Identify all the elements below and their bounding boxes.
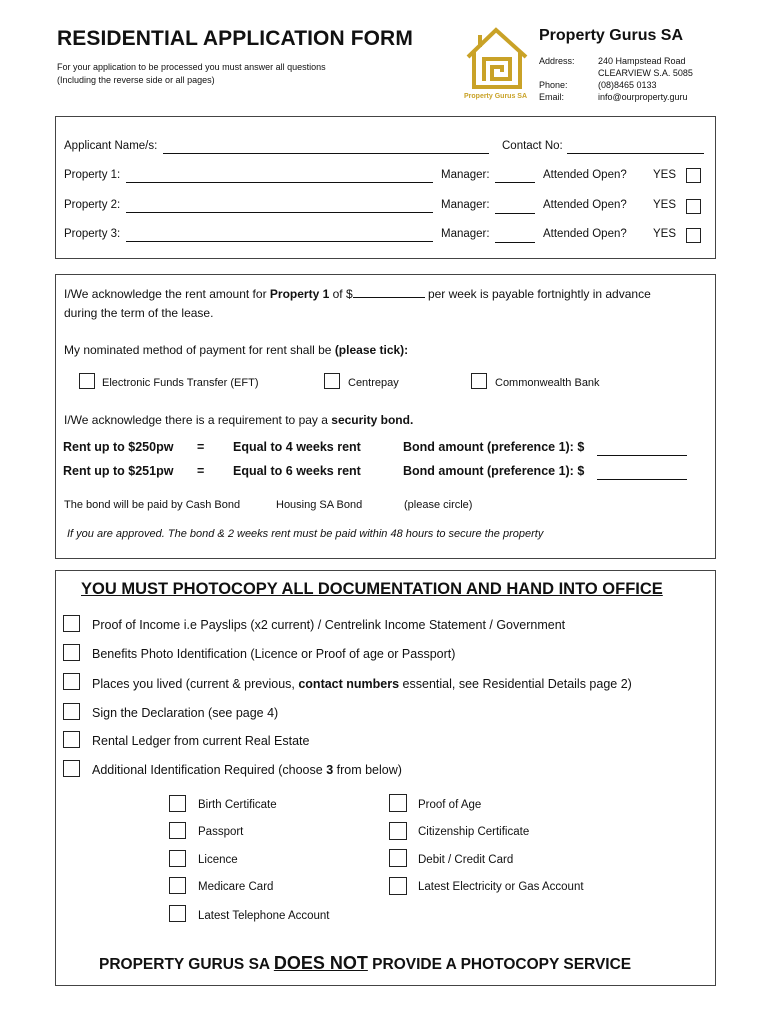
rent-ack-rest: per week is payable fortnightly in advance	[424, 287, 651, 301]
applicant-name-field[interactable]	[163, 153, 489, 154]
photocopy-notice-emphasis: DOES NOT	[273, 953, 368, 973]
doc-checkbox-additional-id[interactable]	[63, 760, 80, 777]
logo-text: Property Gurus SA	[464, 93, 528, 100]
rent-ack-of: of $	[329, 287, 353, 301]
id-checkbox-birth-certificate[interactable]	[169, 795, 186, 812]
rent-ack-property: Property 1	[269, 287, 330, 301]
doc-item-text-end: from below)	[333, 763, 402, 777]
address-line-2: CLEARVIEW S.A. 5085	[598, 68, 693, 78]
property-1-manager-label: Manager:	[441, 169, 490, 181]
eft-checkbox[interactable]	[79, 373, 95, 389]
doc-item-bold: contact numbers	[298, 677, 400, 691]
bond-row-1-weeks: Equal to 4 weeks rent	[233, 440, 361, 454]
bond-housing-sa[interactable]: Housing SA Bond	[276, 499, 363, 511]
property-3-field[interactable]	[126, 241, 433, 242]
doc-checkbox-places-lived[interactable]	[63, 673, 80, 690]
id-checkbox-passport[interactable]	[169, 822, 186, 839]
instructions-line-2: (Including the reverse side or all pages)	[57, 75, 215, 85]
id-licence: Licence	[198, 854, 238, 866]
property-1-field[interactable]	[126, 182, 433, 183]
doc-item-text-end: essential, see Residential Details page 2)	[399, 677, 632, 691]
property-2-attended-label: Attended Open?	[543, 199, 627, 211]
address-line-1: 240 Hampstead Road	[598, 56, 686, 66]
payment-method-prompt	[64, 341, 408, 360]
doc-item-text: Rental Ledger from current Real Estate	[92, 734, 310, 748]
id-checkbox-debit-credit[interactable]	[389, 849, 407, 867]
doc-item-additional-id	[92, 763, 402, 777]
bond-row-1-amount-label: Bond amount (preference 1): $	[403, 440, 585, 454]
property-1-attended-label: Attended Open?	[543, 169, 627, 181]
property-3-yes-label: YES	[653, 228, 677, 240]
bond-paid-by-cash[interactable]: The bond will be paid by Cash Bond	[64, 499, 241, 511]
id-checkbox-citizenship[interactable]	[389, 822, 407, 840]
id-checkbox-medicare[interactable]	[169, 877, 186, 894]
id-checkbox-electricity-gas[interactable]	[389, 877, 407, 895]
id-telephone-account: Latest Telephone Account	[198, 910, 330, 922]
please-circle-note: (please circle)	[404, 499, 473, 511]
bond-row-2-rent: Rent up to $251pw	[63, 464, 174, 478]
property-3-manager-label: Manager:	[441, 228, 490, 240]
id-citizenship-certificate: Citizenship Certificate	[418, 826, 530, 838]
bond-row-1-amount-field[interactable]	[597, 455, 687, 456]
rent-acknowledgement-line-2: during the term of the lease.	[64, 306, 214, 320]
bond-ack-text: I/We acknowledge there is a requirement to pay a	[64, 413, 332, 427]
approval-note: If you are approved. The bond & 2 weeks rent must be paid within 48 hours to secure the property	[67, 528, 544, 540]
rent-amount-field[interactable]	[353, 286, 425, 298]
id-medicare-card: Medicare Card	[198, 881, 274, 893]
doc-checkbox-income[interactable]	[63, 615, 80, 632]
bond-row-2-amount-label: Bond amount (preference 1): $	[403, 464, 585, 478]
house-logo-icon	[462, 25, 532, 95]
doc-item-text: Sign the Declaration (see page 4)	[92, 706, 279, 720]
photocopy-notice	[99, 953, 631, 974]
contact-no-field[interactable]	[567, 153, 704, 154]
centrepay-checkbox[interactable]	[324, 373, 340, 389]
property-1-yes-checkbox[interactable]	[686, 168, 701, 183]
doc-item-text: Benefits Photo Identification (Licence or Proof of age or Passport)	[92, 647, 456, 661]
property-1-manager-field[interactable]	[495, 182, 535, 183]
property-1-yes-label: YES	[653, 169, 677, 181]
rent-ack-text: I/We acknowledge the rent amount for	[64, 287, 270, 301]
property-2-yes-label: YES	[653, 199, 677, 211]
photocopy-notice-text: PROPERTY GURUS SA	[99, 956, 274, 973]
commonwealth-bank-label: Commonwealth Bank	[495, 377, 600, 389]
property-3-manager-field[interactable]	[495, 242, 535, 243]
photocopy-notice-text-end: PROVIDE A PHOTOCOPY SERVICE	[367, 956, 632, 973]
property-3-yes-checkbox[interactable]	[686, 228, 701, 243]
applicant-name-label: Applicant Name/s:	[64, 140, 158, 152]
doc-checkbox-rental-ledger[interactable]	[63, 731, 80, 748]
property-2-label: Property 2:	[64, 199, 121, 211]
payment-method-tick: (please tick):	[334, 343, 409, 357]
property-1-label: Property 1:	[64, 169, 121, 181]
doc-item-text: Additional Identification Required (choose	[92, 763, 327, 777]
contact-no-label: Contact No:	[502, 140, 563, 152]
property-2-manager-label: Manager:	[441, 199, 490, 211]
company-name: Property Gurus SA	[539, 27, 684, 44]
bond-row-2-weeks: Equal to 6 weeks rent	[233, 464, 361, 478]
payment-method-text: My nominated method of payment for rent shall be	[64, 343, 335, 357]
property-2-yes-checkbox[interactable]	[686, 199, 701, 214]
form-title: RESIDENTIAL APPLICATION FORM	[57, 27, 413, 50]
bond-row-2-amount-field[interactable]	[597, 479, 687, 480]
address-label: Address:	[539, 56, 575, 66]
id-passport: Passport	[198, 826, 244, 838]
documentation-section	[55, 570, 716, 986]
doc-checkbox-photo-id[interactable]	[63, 644, 80, 661]
phone-value: (08)8465 0133	[598, 80, 657, 90]
email-label: Email:	[539, 92, 565, 102]
property-2-field[interactable]	[126, 212, 433, 213]
property-3-attended-label: Attended Open?	[543, 228, 627, 240]
doc-item-income	[92, 618, 565, 632]
doc-item-text: Proof of Income i.e Payslips (x2 current) / Centrelink Income Statement / Government	[92, 618, 566, 632]
eft-label: Electronic Funds Transfer (EFT)	[102, 377, 259, 389]
id-debit-credit-card: Debit / Credit Card	[418, 854, 514, 866]
company-logo	[462, 25, 532, 105]
centrepay-label: Centrepay	[348, 377, 399, 389]
id-electricity-gas-account: Latest Electricity or Gas Account	[418, 881, 584, 893]
rent-acknowledgement-line-1	[64, 285, 651, 304]
id-checkbox-licence[interactable]	[169, 850, 186, 867]
property-2-manager-field[interactable]	[495, 213, 535, 214]
bond-row-1-equals: =	[197, 440, 205, 454]
doc-item-text: Places you lived (current & previous,	[92, 677, 299, 691]
instructions-line-1: For your application to be processed you must answer all questions	[57, 62, 326, 72]
doc-item-places-lived	[92, 677, 632, 691]
documentation-heading: YOU MUST PHOTOCOPY ALL DOCUMENTATION AND HAND INTO OFFICE	[81, 580, 663, 598]
bond-row-2-equals: =	[197, 464, 205, 478]
commonwealth-bank-checkbox[interactable]	[471, 373, 487, 389]
id-checkbox-proof-of-age[interactable]	[389, 794, 407, 812]
bond-ack-security: security bond.	[331, 413, 414, 427]
doc-checkbox-declaration[interactable]	[63, 703, 80, 720]
doc-item-bold: 3	[326, 763, 334, 777]
doc-item-rental-ledger	[92, 734, 309, 748]
bond-acknowledgement	[64, 411, 413, 430]
bond-row-1-rent: Rent up to $250pw	[63, 440, 174, 454]
phone-label: Phone:	[539, 80, 568, 90]
email-value: info@ourproperty.guru	[598, 92, 688, 102]
doc-item-photo-id	[92, 647, 455, 661]
id-checkbox-telephone[interactable]	[169, 905, 186, 922]
doc-item-declaration	[92, 706, 278, 720]
property-3-label: Property 3:	[64, 228, 121, 240]
id-proof-of-age: Proof of Age	[418, 799, 482, 811]
id-birth-certificate: Birth Certificate	[198, 799, 277, 811]
